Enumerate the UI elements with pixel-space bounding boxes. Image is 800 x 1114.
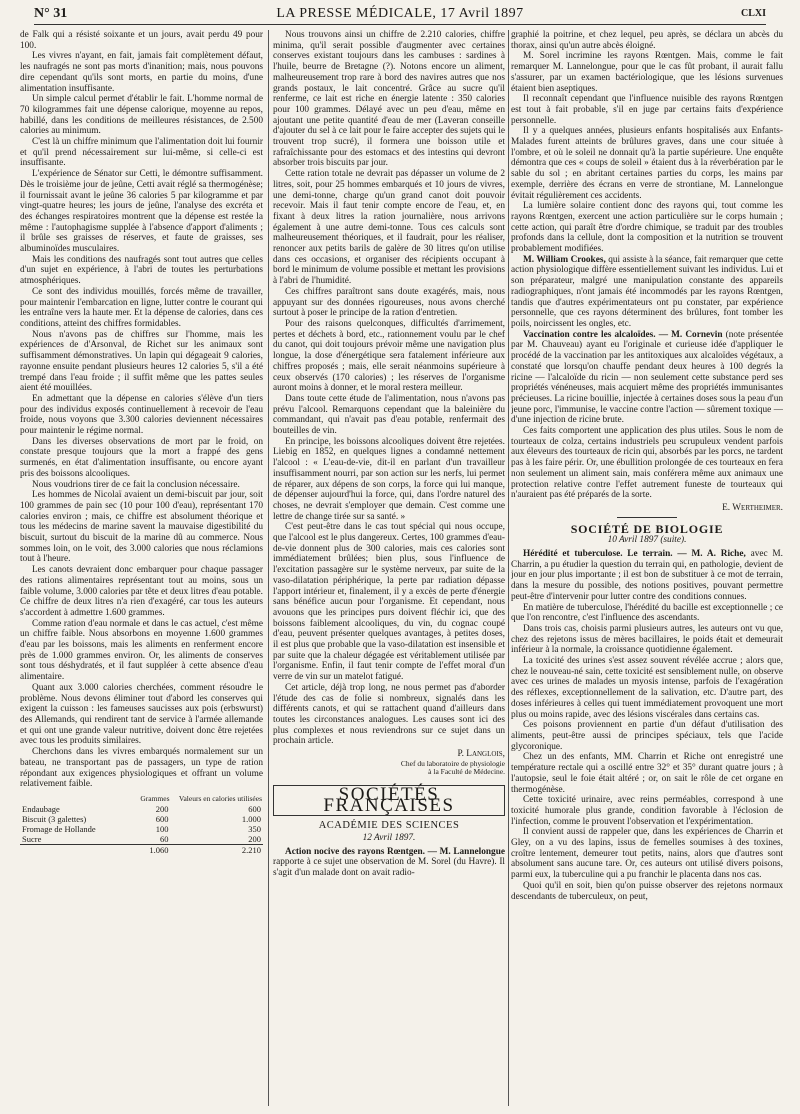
item-title: Hérédité et tuberculose. Le terrain. — M. A. Riche, xyxy=(523,549,746,560)
author-affiliation: à la Faculté de Médecine. xyxy=(428,767,505,777)
row-calories: 1.000 xyxy=(241,814,261,825)
issue-number: N° 31 xyxy=(34,6,68,21)
paragraph: Quoi qu'il en soit, bien qu'on puisse observer des rejetons normaux descendants de tuberculeux, on peut, xyxy=(511,880,783,902)
total-grammes: 1.060 xyxy=(137,845,171,856)
paragraph: Dans toute cette étude de l'alimentation, nous n'avons pas prévu l'alcool. Remarquons cependant que la baleinière du commandant, qui n'avait pas d'eau potable, renfermait des bouteilles de vin. xyxy=(273,393,505,437)
session-date: 10 Avril 1897 (suite). xyxy=(607,535,687,546)
item-text: qui assiste à la séance, fait remarquer que cette action physiologique diffère essentiellement suivant les individus. Lui et son préparateur, malgré une manipulation constante des appareils radiographiques, n'ont jamais été incommodés par les rayons Rœntgen, tandis que d'autres expérimentateurs ont pu constater, par expérience personnelle, que ces rayons déterminent des brûlures, font tomber les poils, noircissent les ongles, etc. xyxy=(511,254,783,329)
paragraph: Cette ration totale ne devrait pas dépasser un volume de 2 litres, soit, pour 25 hommes embarqués et 10 jours de vivres, une demi-tonne, charge qu'un grand canot doit pouvoir recevoir. Mais il faut tenir compte encore de l'eau, et, en fixant à deux litres la ration journalière, nous arrivons également à une autre demi-tonne. Tous ces calculs sont malheureusement théoriques, et il faudrait, pour les réaliser, renoncer aux petits barils de galère de 30 litres qu'on utilise dans ces occasions, et organiser des récipients occupant à bord le minimum de volume possible et mettant les provisions à l'abri de l'humidité. xyxy=(273,169,505,287)
paragraph xyxy=(273,847,505,879)
paragraph: C'est peut-être dans le cas tout spécial qui nous occupe, que l'alcool est le plus dangereux. Certes, 100 grammes d'eau-de-vie donnent plus de 300 calories, mais ces calories sont immédiatement brûlées; bien plus, sous l'influence de l'excitation passagère sur le système nerveux, par suite de la vaso-dilatation périphérique, la perte par radiation dépasse l'apport intérieur et, finalement, il y a excès de perte d'énergie sans bénéfice aucun pour l'organisme. Et cependant, nous avouons que les principes purs doivent fléchir ici, que des boissons faiblement alcooliques, du vin, du cognac coupé d'eau, peuvent présenter quelques avantages, à petites doses, il est plus que probable que la vaso-dilatation est insensible et par suite que la chaleur dégagée est véritablement utilisée par l'organisme. Enfin, il faut tenir compte de l'effet moral d'un verre de vin sur un matelot fatigué. xyxy=(273,522,505,683)
ration-table xyxy=(20,794,263,856)
item-text: avec M. Charrin, a pu étudier la question du terrain qui, en pathologie, devient de jour en jour plus importante ; il est bon de substituer à ce mot de terrain, dans la mesure du possible, des notions positives, pouvant permettre peut-être d'intervenir pour lutter contre des conditions connues. xyxy=(511,549,783,602)
paragraph: de Falk qui a résisté soixante et un jours, avait perdu 49 pour 100. xyxy=(20,30,263,51)
paragraph: Chez un des enfants, MM. Charrin et Riche ont enregistré une température rectale qui a oscillé entre 32° et 35° durant quatre jours ; à l'autopsie, seul le foie était altéré ; or, on sait le rôle de cet organe en thermogénèse. xyxy=(511,752,783,795)
item-text: rapporte à ce sujet une observation de M. Sorel (du Havre). Il s'agit d'un malade dont on avait radio- xyxy=(273,857,505,879)
paragraph: Cet article, déjà trop long, ne nous permet pas d'aborder l'étude des cas de folie si nombreux, signalés dans les différents canots, et qui se rattachent quand d'ailleurs dans toutes les circonstances analogues. Les causes sont ici des plus complexes et nous reviendrons sur ce sujet dans un prochain article. xyxy=(273,682,505,747)
row-calories: 600 xyxy=(248,804,261,815)
row-item: Fromage de Hollande xyxy=(22,824,96,835)
paragraph: Ce sont des individus mouillés, forcés même de travailler, pour maintenir l'embarcation en ligne, lutter contre le courant qui les entraîne vers la haute mer. Et la dépense de calories, dans ces conditions, atteint des chiffres formidables. xyxy=(20,286,263,329)
total-calories: 2.210 xyxy=(171,845,264,856)
paragraph: Ces chiffres paraîtront sans doute exagérés, mais, nous appuyant sur des données rigoureuses, nous avons cherché surtout à poser le principe de la ration d'entretien. xyxy=(273,286,505,319)
table-header-row xyxy=(20,794,263,805)
paragraph: Il y a quelques années, plusieurs enfants hospitalisés aux Enfants-Malades furent atteints de brûlures graves, dans une cour située à l'ombre, et où le soleil ne donnait qu'à la partie supérieure. Une enquête démontra que ces « coups de soleil » étaient dus à la réverbération par le sable du sol ; en abritant certaines parties du corps, les mains par exemple, derrière des écrans en verre de strontiane, M. Lannelongue évitait régulièrement ces accidents. xyxy=(511,126,783,201)
paragraph: Ces poisons proviennent en partie d'un défaut d'utilisation des aliments, peut-être aussi de principes spéciaux, tels que l'acide glycoronique. xyxy=(511,720,783,752)
column-1 xyxy=(20,30,263,1106)
paragraph: Ces faits comportent une application des plus utiles. Sous le nom de tourteaux de colza, certains industriels peu scrupuleux vendent parfois aux éleveurs des tourteaux de ricin qui, absorbés par les porcs, ne tardent pas à les faire périr. Or, une ébullition prolongée de ces tourteaux en fera non seulement un aliment sain, mais conférera même aux animaux une protection relative contre l'effet autrement funeste de tourteaux qui n'auraient pas été préparés de la sorte. xyxy=(511,426,783,501)
column-divider xyxy=(268,30,269,1106)
person-name: M. William Crookes, xyxy=(523,254,606,265)
paragraph xyxy=(511,549,783,603)
column-2 xyxy=(273,30,505,1106)
row-grammes: 60 xyxy=(160,834,169,845)
paragraph xyxy=(511,330,783,426)
paragraph: Les canots devraient donc embarquer pour chaque passager des rations alimentaires représentant tout au moins, sous un faible volume, 3.000 calories par tête et deux litres d'eau potable. Ce chiffre de deux litres n'a rien d'exagéré, car tous les auteurs s'accordent à admettre 1.600 grammes. xyxy=(20,565,263,618)
paragraph: Les hommes de Nicolaï avaient un demi-biscuit par jour, soit 100 grammes de pain sec (10 pour 100 d'eau), représentant 170 calories environ ; mais, ce chiffre est absolument théorique et tous les médecins de marine savent la mauvaise digestibilité du biscuit, surtout du biscuit de la marine dû au commerce. Nous sommes loin, on le voit, des 3.000 calories que nous réclamions tout à l'heure. xyxy=(20,490,263,565)
row-grammes: 200 xyxy=(155,804,169,815)
column-divider xyxy=(508,30,509,1106)
row-item: Endaubage xyxy=(22,804,60,815)
subsection-title: ACADÉMIE DES SCIENCES xyxy=(318,820,460,832)
author-affiliation: Chef du laboratoire de physiologie xyxy=(400,758,505,768)
paragraph: Dans les diverses observations de mort par le froid, on constate presque toujours que la mort a frappé des gens surmenés, en état d'alimentation insuffisante, ou encore ayant pris des boissons alcooliques. xyxy=(20,436,263,479)
paragraph: Pour des raisons quelconques, difficultés d'arrimement, pertes et déchets à bord, etc., rationnement voulu par le chef du canot, qui doit toujours prévoir même une navigation plus longue, la dose d'énergétique sera fatalement inférieure aux chiffres proposés ; mais, elle serait néanmoins supérieure à ceux observés (170 calories) ; les réserves de l'organisme auront moins à donner, et le moral restera meilleur. xyxy=(273,318,505,394)
row-grammes: 100 xyxy=(155,824,169,835)
row-grammes: 600 xyxy=(155,814,169,825)
table-row xyxy=(20,824,263,834)
paragraph: Nous n'avons pas de chiffres sur l'homme, mais les expériences de d'Arsonval, de Richet sur les animaux sont suffisamment démonstratives. Un lapin qui dégageait 9 calories, rayonne ensuite pendant plusieurs heures 12 calories 5, s'il a été trempé dans l'eau froide ; il suffit même que les pattes seules aient été mouillées. xyxy=(20,329,263,394)
author-signature: E. Wertheimer. xyxy=(722,502,783,513)
row-item: Biscuit (3 galettes) xyxy=(22,814,87,825)
paragraph: En admettant que la dépense en calories s'élève d'un tiers pour des individus exposés continuellement à recevoir de l'eau froide, nous voyons que 3.300 calories deviennent nécessaires pour maintenir le régime normal. xyxy=(20,393,263,437)
paragraph: M. Sorel incrimine les rayons Rœntgen. Mais, comme le fait remarquer M. Lannelongue, pour que le cas fût probant, il aurait fallu s'assurer, par un examen bactériologique, que les lésions survenues étaient bien aseptiques. xyxy=(511,51,783,94)
paragraph: La lumière solaire contient donc des rayons qui, tout comme les rayons Rœntgen, exercent une action particulière sur le corps humain ; cette action, qui paraît être d'ordre chimique, se traduit par des troubles profonds dans la cellule, dont la composition et la nutrition se trouvent probablement modifiées. xyxy=(511,201,783,255)
paragraph: Nous voudrions tirer de ce fait la conclusion nécessaire. xyxy=(32,479,240,490)
page-header xyxy=(34,4,766,25)
row-calories: 350 xyxy=(248,824,261,835)
section-title: SOCIÉTÉS FRANÇAISES xyxy=(273,785,505,816)
col-header-calories: Valeurs en calories utilisées xyxy=(178,793,262,803)
paragraph: Quant aux 3.000 calories cherchées, comment résoudre le problème. Nous devons éliminer tout d'abord les conserves qui exigent la cuisson : les fameuses saucisses aux pois (erbswurst) des Allemands, qui rendirent tant de service à l'armée allemande et qui ont une grande valeur nutritive, doivent donc être rejetées avec tous les produits similaires. xyxy=(20,682,263,747)
table-row xyxy=(20,834,263,845)
paragraph: Dans trois cas, choisis parmi plusieurs autres, les auteurs ont vu que, chez des rejetons issus de mères bacillaires, le poids était et demeurait inférieur à la normale, la croissance quotidienne également. xyxy=(511,623,783,656)
paragraph: C'est là un chiffre minimum que l'alimentation doit lui fournir et qu'il prend nécessairement sur lui-même, si celle-ci est insuffisante. xyxy=(20,137,263,169)
section-title: SOCIÉTÉ DE BIOLOGIE xyxy=(570,521,724,536)
author-signature: P. Langlois, xyxy=(457,749,505,760)
table-row xyxy=(20,814,263,824)
paragraph: Les vivres n'ayant, en fait, jamais fait complètement défaut, les naufragés ne sont pas morts d'inanition; mais, nous pouvons dire cependant qu'ils sont morts, en partie du moins, d'une alimentation insuffisante. xyxy=(20,51,263,94)
paragraph: Un simple calcul permet d'établir le fait. L'homme normal de 70 kilogrammes fait une dépense calorique, moyenne au repos, habillé, dans les conditions de meilleures résistances, de 2.500 calories au minimum. xyxy=(20,94,263,137)
session-date: 12 Avril 1897. xyxy=(362,832,416,843)
paragraph: Cherchons dans les vivres embarqués normalement sur un bateau, ne transportant pas de passagers, un type de ration répondant aux exigences physiologiques et offrant un volume relativement faible. xyxy=(20,747,263,790)
divider xyxy=(617,517,677,518)
paragraph: graphié la poitrine, et chez lequel, peu après, se déclara un abcès du thorax, ainsi qu'un autre abcès éloigné. xyxy=(511,30,783,51)
col-header-grammes: Grammes xyxy=(140,793,170,803)
paragraph: Comme ration d'eau normale et dans le cas actuel, c'est même un chiffre faible. Nous absorbons en moyenne 1.600 grammes d'eau par les boissons, mais les aliments en renferment encore près de 1.000 grammes environ. Or, les aliments de conserves sont tous déshydratés, et il faut suppléer à cette absence d'eau alimentaire. xyxy=(20,618,263,683)
row-calories: 200 xyxy=(248,834,261,845)
item-title: Vaccination contre les alcaloïdes. — M. Cornevin xyxy=(523,329,723,340)
paragraph: Nous trouvons ainsi un chiffre de 2.210 calories, chiffre minima, qu'il serait possible d'augmenter avec certaines conserves existant toujours dans les cambuses : sardines à l'huile, beurre de Bretagne (?). Notons encore un aliment, malheureusement trop rare à bord des navires autres que nos grands postaux, le lait concentré. Grâce au sucre qu'il renferme, ce lait est riche en énergie latente : 350 calories pour 100 grammes. Délayé avec un peu d'eau, même en ajoutant une petite quantité d'eau de mer (Laveran conseille d'ajouter du sel à ce lait pour le faire accepter des sujets qui le trouvent trop sucré), il formera une boisson utile et rafraîchissante pour des estomacs et des intestins qui devront absorber trois biscuits par jour. xyxy=(273,30,505,169)
paragraph: En matière de tuberculose, l'hérédité du bacille est exceptionnelle ; ce que l'on rencontre, c'est l'influence des ascendants. xyxy=(511,602,783,624)
paragraph: Il convient aussi de rappeler que, dans les expériences de Charrin et Gley, on a vu des lapins, issus de femelles soumises à des toxines, croître lentement, demeurer tout petits, nains, alors que d'autres sont absolument sans aucune tare. Or, ces auteurs ont utilisé divers poisons, parmi eux, la tuberculine qui a pu franchir le placenta dans nos cas. xyxy=(511,827,783,881)
table-row xyxy=(20,804,263,814)
paragraph: En principe, les boissons alcooliques doivent être rejetées. Liebig en 1852, en quelques lignes a condamné nettement l'alcool : « L'eau-de-vie, dit-il en parlant d'un travailleur insuffisamment nourri, par son action sur les nerfs, lui permet de réparer, aux dépens de son corps, la force qui lui manque, de dépenser aujourd'hui la force, qui, dans l'ordre naturel des choses, ne devrait s'employer que demain. C'est comme une lettre de change tirée sur sa santé. » xyxy=(273,436,505,522)
paragraph: Cette toxicité urinaire, avec reins perméables, correspond à une toxicité humorale plus grande, condition favorable à l'éclosion de l'infection, comme le prouvent l'observation et l'expérimentation. xyxy=(511,795,783,827)
paragraph: Mais les conditions des naufragés sont tout autres que celles d'un sujet en expérience, à l'abri de toutes les perturbations atmosphériques. xyxy=(20,254,263,287)
item-title: Action nocive des rayons Rœntgen. — M. Lannelongue xyxy=(285,846,505,857)
paragraph: L'expérience de Sénator sur Cetti, le démontre suffisamment. Dès le troisième jour de jeûne, Cetti avait réglé sa thermogénèse; il fournissait avant le jeûne 36 calories 5 par kilogramme et par vingt-quatre heures; les jours de jeûne, l'analyse des excréta et des échanges respiratoires montrent que la dépense est restée la même : l'autophagisme supplée à l'absence d'apport d'aliments ; il brûle ses graisses de réserves, et faute de graisses, ses albuminoïdes musculaires. xyxy=(20,169,263,255)
row-item: Sucre xyxy=(22,834,42,845)
paragraph: La toxicité des urines s'est assez souvent révélée accrue ; alors que, chez le nouveau-né sain, cette toxicité est sensiblement nulle, on observe avec ces urines de malades un myosis intense, parfois de l'exagération des réflexes, exceptionnellement de la salivation, etc. D'autre part, des doses inférieures à celles qui tuent immédiatement provoquent une mort plus ou moins rapide, avec des lésions viscérales dans certains cas. xyxy=(511,656,783,720)
journal-title: LA PRESSE MÉDICALE, 17 Avril 1897 xyxy=(276,6,524,21)
item-text: (note présentée par M. Chauveau) ayant eu l'originale et curieuse idée d'appliquer le procédé de la vaccination par les antitoxiques aux alcaloïdes végétaux, a constaté que lorsqu'on chauffe pendant deux heures à 100 degrés la ricine — l'alcaloïde du ricin — non seulement cette substance perd ses propriétés vénéneuses, mais acquiert même des propriétés immunisantes précieuses. La ricine bouillie, injectée à certaines doses sous la peau d'un jeune porc, l'immunise, le vaccine contre l'action — sûrement toxique — d'une injection de ricine brute. xyxy=(511,329,783,426)
page-number: CLXI xyxy=(740,8,766,19)
table-total-row xyxy=(20,845,263,856)
column-3 xyxy=(511,30,783,1106)
paragraph: Il reconnaît cependant que l'influence nuisible des rayons Rœntgen est tout à fait probable, s'il en juge par certains faits d'expérience personnelle. xyxy=(511,94,783,126)
paragraph xyxy=(511,255,783,330)
